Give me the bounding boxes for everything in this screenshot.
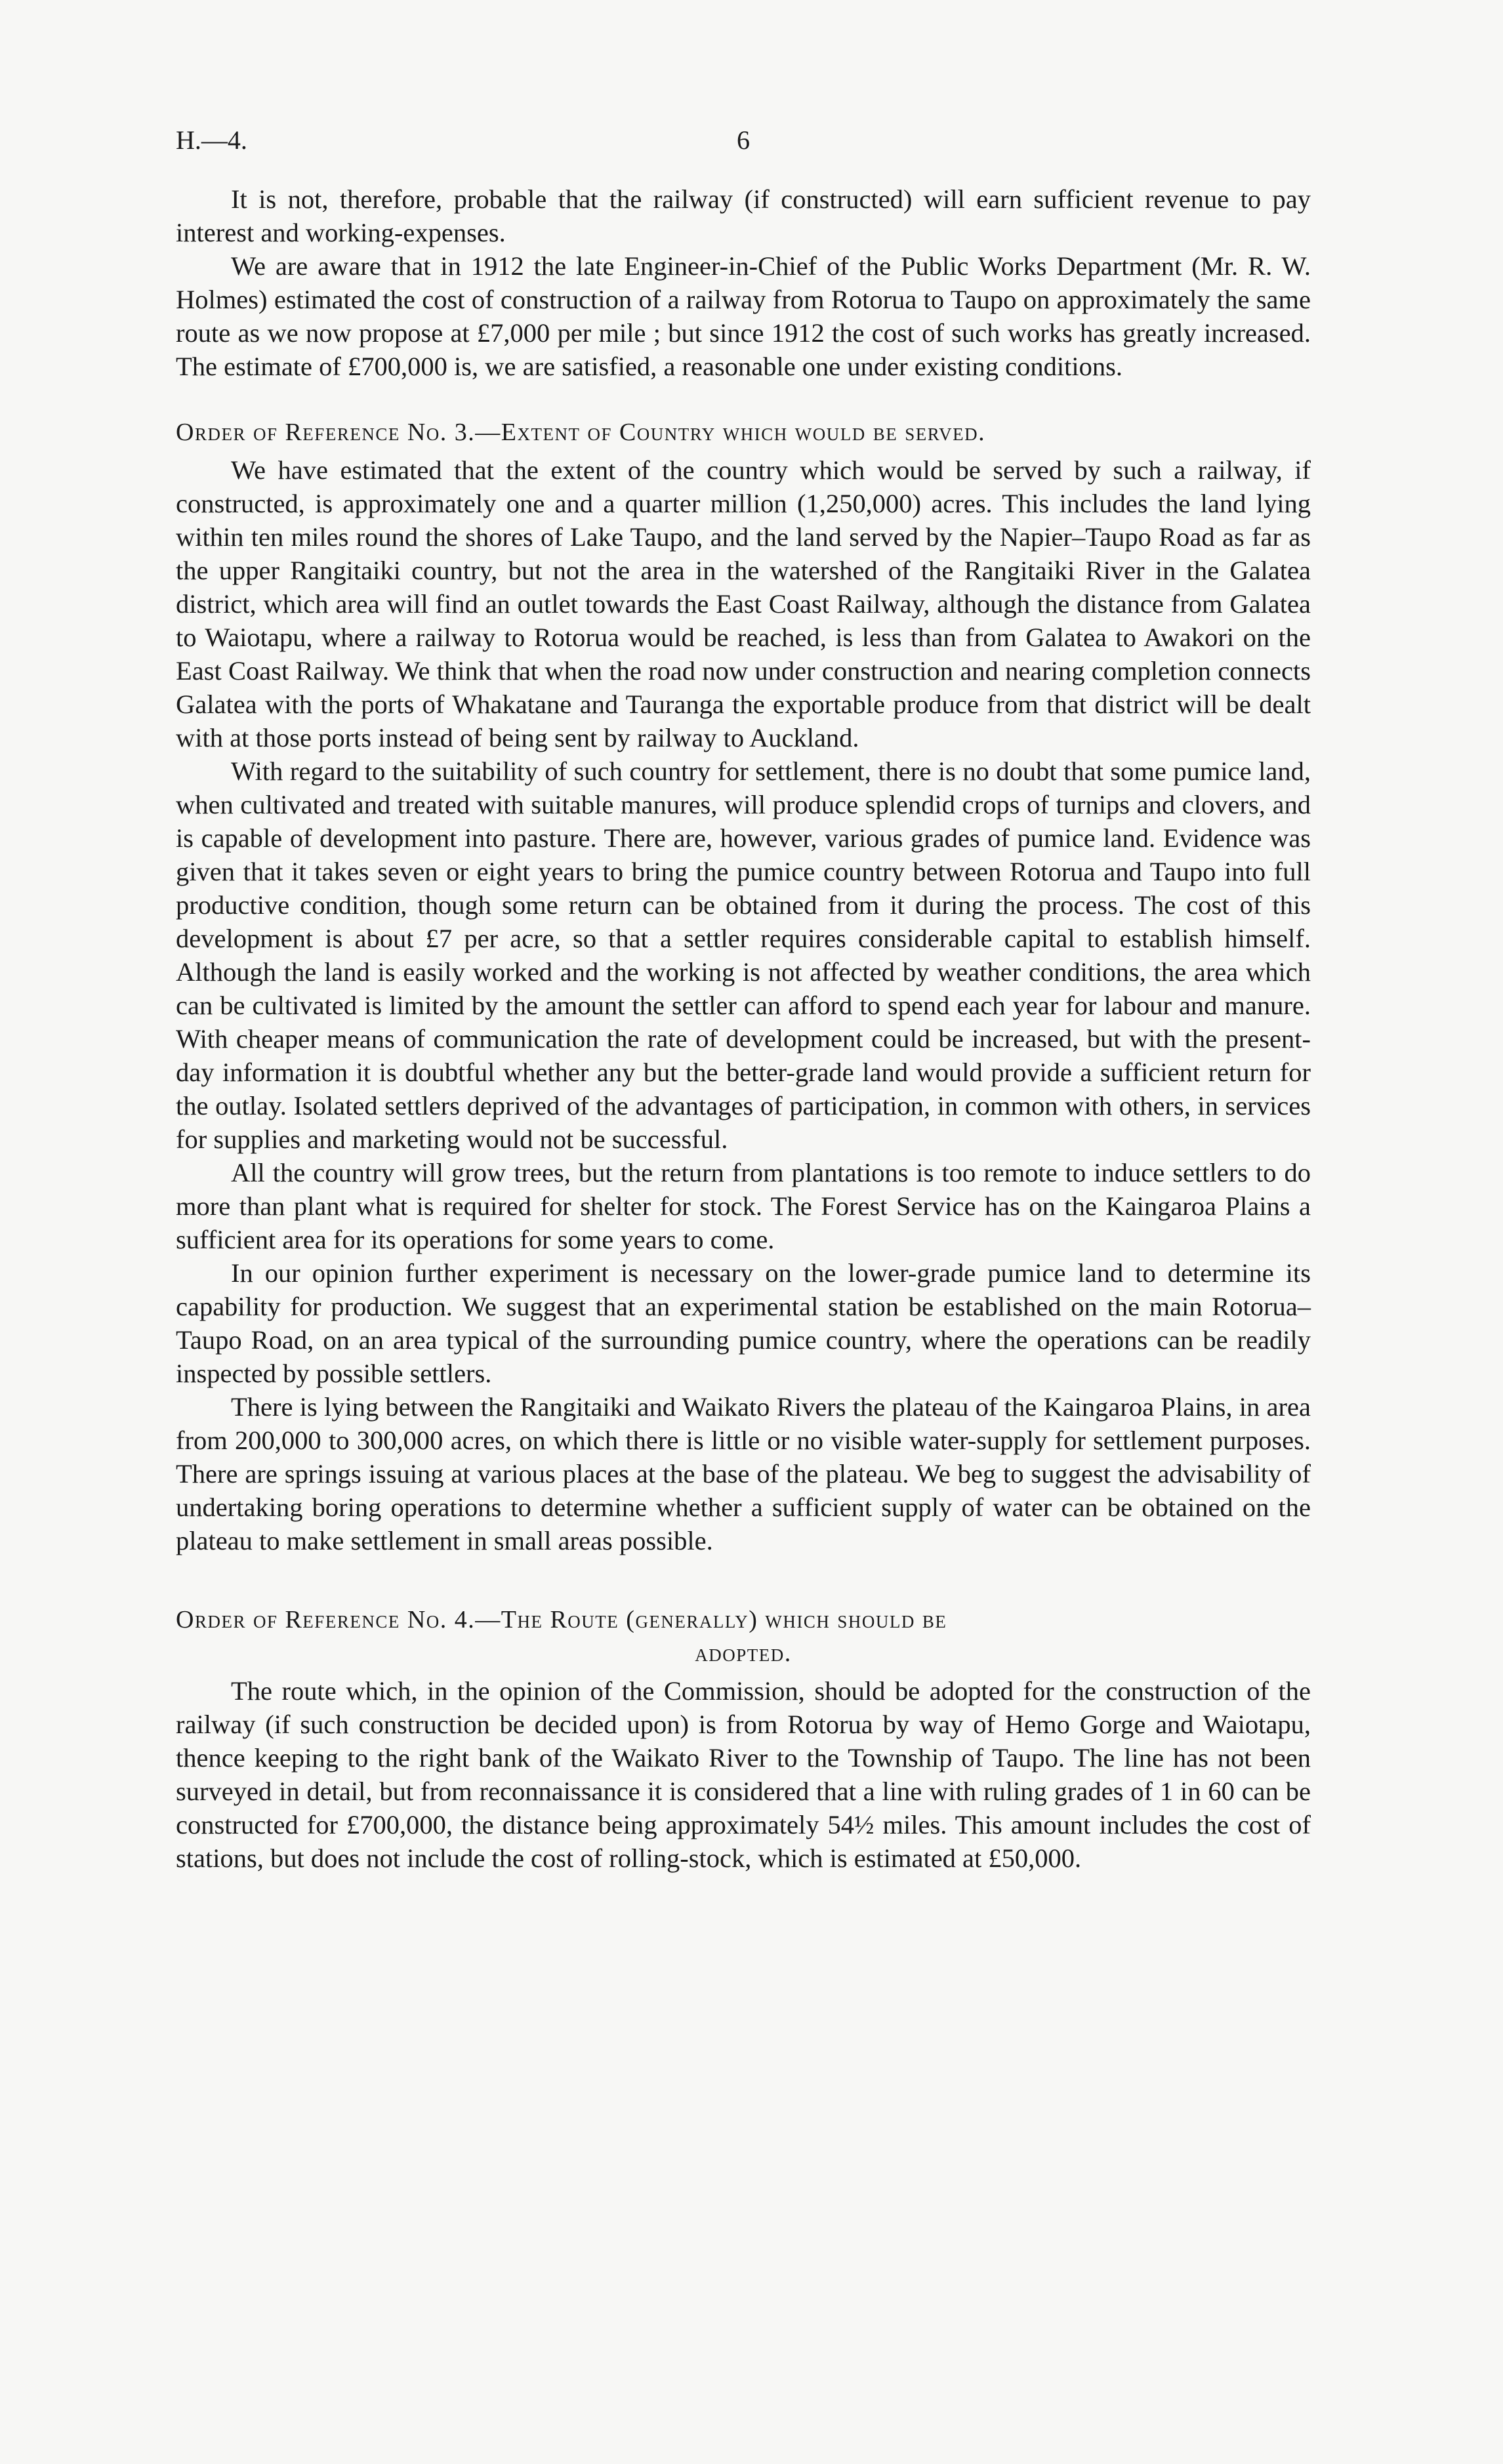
paragraph: We are aware that in 1912 the late Engineer-in-Chief of the Public Works Department (Mr. R. W. Holmes) estimated the cost of construction of a railway from Rotorua to Taupo on approximately the same route as we now propose at £7,000 per mile ; but since 1912 the cost of such works has greatly increased. The estimate of £700,000 is, we are satisfied, a reasonable one under existing conditions. [176, 251, 1311, 381]
document-code: H.—4. [176, 125, 247, 155]
section-heading-4-line1: Order of Reference No. 4.—The Route (generally) which should be [176, 1606, 947, 1633]
page-header [176, 125, 1311, 164]
section-heading-3: Order of Reference No. 3.—Extent of Country which would be served. [176, 419, 986, 446]
section-heading-4 [176, 1603, 1311, 1670]
paragraph: There is lying between the Rangitaiki and Waikato Rivers the plateau of the Kaingaroa Plains, in area from 200,000 to 300,000 acres, on which there is little or no visible water-supply for settlement purposes. There are springs issuing at various places at the base of the plateau. We beg to suggest the advisability of undertaking boring operations to determine whether a sufficient supply of water can be obtained on the plateau to make settlement in small areas possible. [176, 1392, 1311, 1555]
paragraph: With regard to the suitability of such country for settlement, there is no doubt that some pumice land, when cultivated and treated with suitable manures, will produce splendid crops of turnips and clovers, and is capable of development into pasture. There are, however, various grades of pumice land. Evidence was given that it takes seven or eight years to bring the pumice country between Rotorua and Taupo into full productive condition, though some return can be obtained from it during the process. The cost of this development is about £7 per acre, so that a settler requires considerable capital to establish himself. Although the land is easily worked and the working is not affected by weather conditions, the area which can be cultivated is limited by the amount the settler can afford to spend each year for labour and manure. With cheaper means of communication the rate of development could be increased, but with the present-day information it is doubtful whether any but the better-grade land would provide a sufficient return for the outlay. Isolated settlers deprived of the advantages of participation, in common with others, in services for supplies and marketing would not be successful. [176, 756, 1311, 1154]
paragraph: It is not, therefore, probable that the railway (if constructed) will earn sufficient revenue to pay interest and working-expenses. [176, 184, 1311, 247]
paragraph: The route which, in the opinion of the Commission, should be adopted for the construction of the railway (if such construction be decided upon) is from Rotorua by way of Hemo Gorge and Waiotapu, thence keeping to the right bank of the Waikato River to the Township of Taupo. The line has not been surveyed in detail, but from reconnaissance it is considered that a line with ruling grades of 1 in 60 can be constructed for £700,000, the distance being approximately 54½ miles. This amount includes the cost of stations, but does not include the cost of rolling-stock, which is estimated at £50,000. [176, 1676, 1311, 1873]
body-text [176, 182, 1311, 1875]
paragraph: All the country will grow trees, but the return from plantations is too remote to induce settlers to do more than plant what is required for shelter for stock. The Forest Service has on the Kaingaroa Plains a sufficient area for its operations for some years to come. [176, 1158, 1311, 1254]
paragraph: We have estimated that the extent of the country which would be served by such a railway, if constructed, is approximately one and a quarter million (1,250,000) acres. This includes the land lying within ten miles round the shores of Lake Taupo, and the land served by the Napier–Taupo Road as far as the upper Rangitaiki country, but not the area in the watershed of the Rangitaiki River in the Galatea district, which area will find an outlet towards the East Coast Railway, although the distance from Galatea to Waiotapu, where a railway to Rotorua would be reached, is less than from Galatea to Awakori on the East Coast Railway. We think that when the road now under construction and nearing completion connects Galatea with the ports of Whakatane and Tauranga the exportable produce from that district will be dealt with at those ports instead of being sent by railway to Auckland. [176, 455, 1311, 752]
page-number: 6 [737, 125, 750, 155]
paragraph: In our opinion further experiment is necessary on the lower-grade pumice land to determine its capability for production. We suggest that an experimental station be established on the main Rotorua–Taupo Road, on an area typical of the surrounding pumice country, where the operations can be readily inspected by possible settlers. [176, 1258, 1311, 1388]
section-heading-4-line2: adopted. [695, 1639, 792, 1667]
